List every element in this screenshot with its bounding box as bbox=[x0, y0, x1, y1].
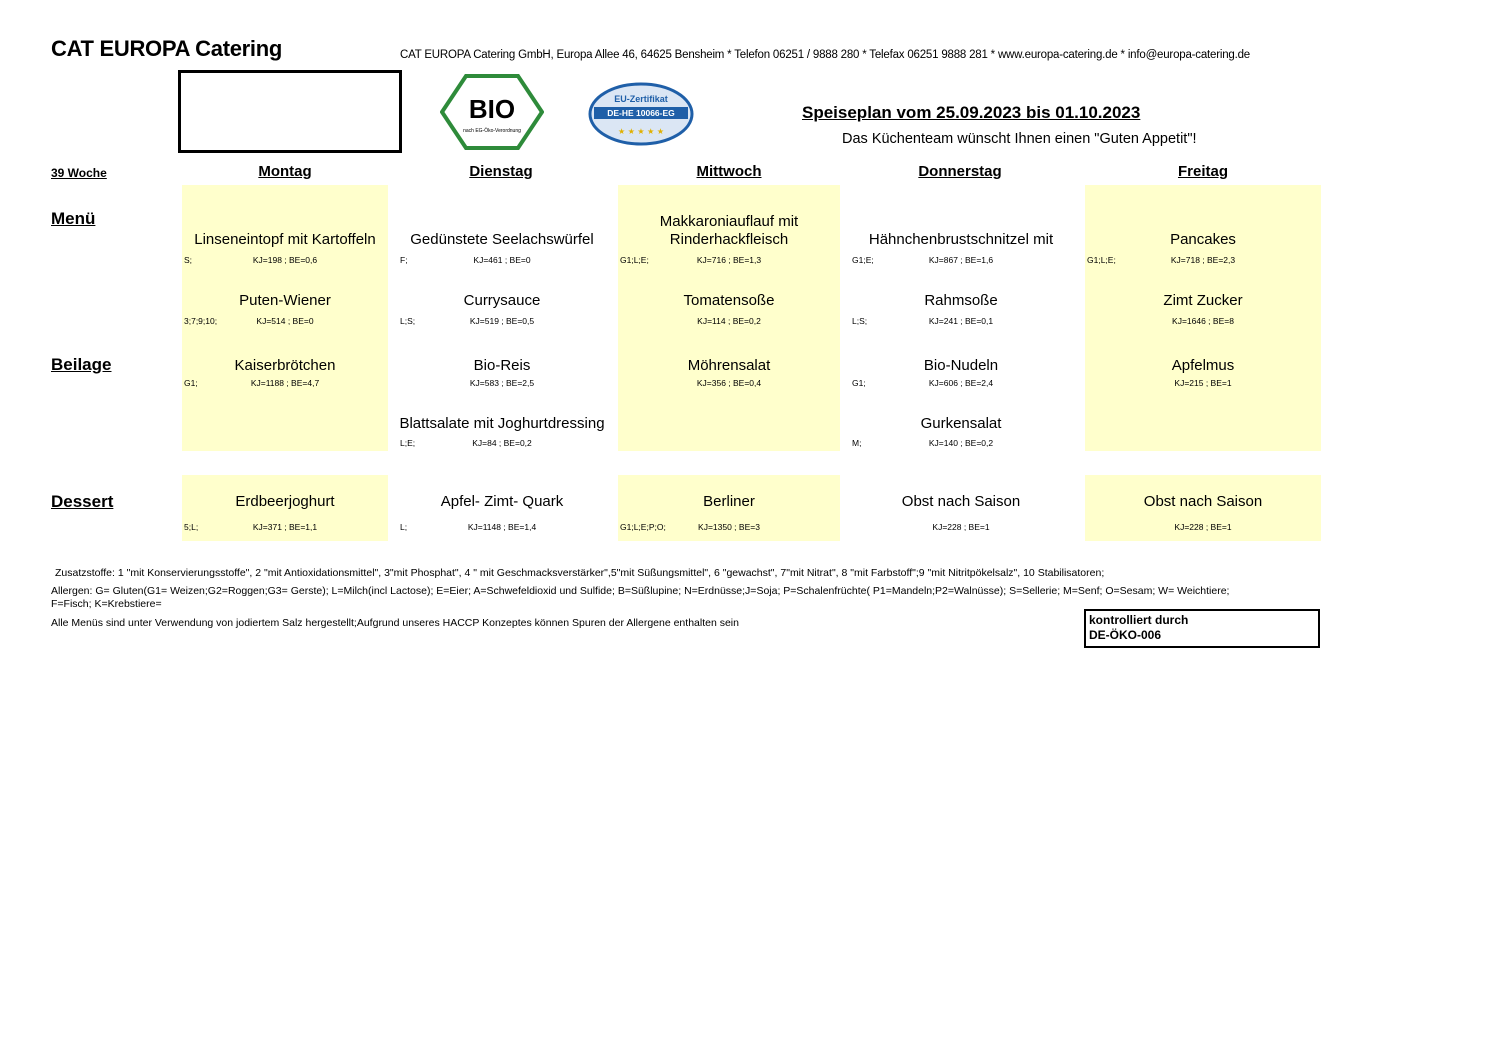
nutrition-info: KJ=198 ; BE=0,6 bbox=[252, 255, 318, 265]
additive-codes: S; bbox=[184, 255, 193, 265]
additive-codes: 3;7;9;10; bbox=[184, 316, 218, 326]
nutrition-info: KJ=583 ; BE=2,5 bbox=[469, 378, 535, 388]
dish-name: Apfelmus bbox=[1171, 357, 1235, 374]
nutrition-info: KJ=1350 ; BE=3 bbox=[698, 522, 760, 532]
nutrition-info: KJ=461 ; BE=0 bbox=[473, 255, 531, 265]
dish-name: Gedünstete Seelachswürfel bbox=[410, 231, 594, 248]
zusatzstoffe-note: Zusatzstoffe: 1 "mit Konservierungsstoffe", 2 "mit Antioxidationsmittel", 3"mit Phosphat", 4 " mit Geschmacksverstärker",5"mit Süßungsmittel", 6 "gewachst", 7"mit Nitrat", 8 "mit Farbstoff";9 "mit Nitritpökelsalz", 10 Stabilisatoren; bbox=[55, 567, 1105, 579]
eu-cert-code: DE-HE 10066-EG bbox=[607, 108, 675, 118]
day-header: Dienstag bbox=[469, 163, 533, 180]
nutrition-info: KJ=1188 ; BE=4,7 bbox=[250, 378, 320, 388]
nutrition-info: KJ=241 ; BE=0,1 bbox=[928, 316, 994, 326]
salt-note: Alle Menüs sind unter Verwendung von jodiertem Salz hergestellt;Aufgrund unseres HACCP Konzeptes können Spuren der Allergene enthalten sein bbox=[51, 617, 739, 629]
day-header: Montag bbox=[258, 163, 312, 180]
dish-name: Apfel- Zimt- Quark bbox=[440, 493, 564, 510]
nutrition-info: KJ=1646 ; BE=8 bbox=[1172, 316, 1234, 326]
controlled-code: DE-ÖKO-006 bbox=[1089, 628, 1162, 642]
dish-name: Gurkensalat bbox=[920, 415, 1002, 432]
additive-codes: G1;L;E; bbox=[620, 255, 649, 265]
additive-codes: G1;E; bbox=[852, 255, 874, 265]
nutrition-info: KJ=514 ; BE=0 bbox=[256, 316, 314, 326]
dish-name: Bio-Reis bbox=[473, 357, 531, 374]
dish-name: Berliner bbox=[703, 493, 755, 510]
dish-name: Erdbeerjoghurt bbox=[235, 493, 335, 510]
logo-placeholder-box bbox=[178, 70, 402, 153]
additive-codes: G1;L;E;P;O; bbox=[620, 522, 666, 532]
section-beilage: Beilage bbox=[51, 355, 112, 374]
dish-name: Blattsalate mit Joghurtdressing bbox=[399, 415, 605, 432]
nutrition-info: KJ=519 ; BE=0,5 bbox=[469, 316, 535, 326]
additive-codes: L; bbox=[400, 522, 408, 532]
week-label: 39 Woche bbox=[51, 166, 107, 180]
bio-logo-sub: nach EG-Öko-Verordnung bbox=[463, 128, 521, 134]
dish-name: Möhrensalat bbox=[687, 357, 771, 374]
additive-codes: G1;L;E; bbox=[1087, 255, 1116, 265]
bio-logo-text: BIO bbox=[468, 94, 516, 124]
eu-certificate-icon bbox=[588, 82, 694, 146]
additive-codes: M; bbox=[852, 438, 862, 448]
allergen-note-line2: F=Fisch; K=Krebstiere= bbox=[51, 598, 162, 610]
nutrition-info: KJ=606 ; BE=2,4 bbox=[928, 378, 994, 388]
dish-name: Pancakes bbox=[1170, 231, 1236, 248]
nutrition-info: KJ=215 ; BE=1 bbox=[1174, 378, 1232, 388]
dish-name: Tomatensoße bbox=[683, 292, 775, 309]
nutrition-info: KJ=84 ; BE=0,2 bbox=[472, 438, 532, 448]
controlled-label: kontrolliert durch bbox=[1089, 613, 1189, 627]
section-dessert: Dessert bbox=[51, 492, 114, 511]
nutrition-info: KJ=716 ; BE=1,3 bbox=[696, 255, 762, 265]
nutrition-info: KJ=356 ; BE=0,4 bbox=[696, 378, 762, 388]
control-box bbox=[1084, 609, 1320, 648]
eu-cert-arc: EU-Zertifikat bbox=[614, 94, 668, 104]
menu-title: Speiseplan vom 25.09.2023 bis 01.10.2023 bbox=[802, 103, 1141, 122]
day-header: Mittwoch bbox=[696, 163, 762, 180]
dish-name: Bio-Nudeln bbox=[923, 357, 999, 374]
dish-name: Kaiserbrötchen bbox=[234, 357, 336, 374]
nutrition-info: KJ=114 ; BE=0,2 bbox=[697, 316, 761, 326]
dish-name: Rahmsoße bbox=[924, 292, 998, 309]
dish-name: Puten-Wiener bbox=[239, 292, 331, 309]
dish-name: Obst nach Saison bbox=[901, 493, 1021, 510]
nutrition-info: KJ=228 ; BE=1 bbox=[1174, 522, 1232, 532]
nutrition-info: KJ=140 ; BE=0,2 bbox=[928, 438, 994, 448]
nutrition-info: KJ=867 ; BE=1,6 bbox=[928, 255, 994, 265]
nutrition-info: KJ=1148 ; BE=1,4 bbox=[467, 522, 537, 532]
dish-name: Makkaroniauflauf mit Rinderhackfleisch bbox=[659, 213, 799, 248]
additive-codes: 5;L; bbox=[184, 522, 199, 532]
additive-codes: G1; bbox=[852, 378, 866, 388]
dish-name: Linseneintopf mit Kartoffeln bbox=[194, 231, 376, 248]
brand-title: CAT EUROPA Catering bbox=[51, 36, 283, 61]
nutrition-info: KJ=228 ; BE=1 bbox=[932, 522, 990, 532]
section-menu: Menü bbox=[51, 209, 96, 228]
bio-seal-icon bbox=[440, 74, 544, 150]
dish-name: Currysauce bbox=[463, 292, 541, 309]
additive-codes: L;E; bbox=[400, 438, 416, 448]
contact-line: CAT EUROPA Catering GmbH, Europa Allee 46, 64625 Bensheim * Telefon 06251 / 9888 280 * Telefax 06251 9888 281 * www.europa-catering.de * info@europa-catering.de bbox=[400, 49, 1250, 61]
day-header: Freitag bbox=[1177, 163, 1228, 180]
additive-codes: L;S; bbox=[852, 316, 868, 326]
svg-text:★ ★ ★ ★ ★: ★ ★ ★ ★ ★ bbox=[617, 127, 665, 136]
nutrition-info: KJ=371 ; BE=1,1 bbox=[252, 522, 318, 532]
dish-name: Obst nach Saison bbox=[1143, 493, 1263, 510]
greeting: Das Küchenteam wünscht Ihnen einen "Guten Appetit"! bbox=[842, 131, 1197, 147]
additive-codes: F; bbox=[400, 255, 408, 265]
allergen-note-line1: Allergen: G= Gluten(G1= Weizen;G2=Roggen;G3= Gerste); L=Milch(incl Lactose); E=Eier; A=Schwefeldioxid und Sulfide; B=Süßlupine; N=Erdnüsse;J=Soja; P=Schalenfrüchte( P1=Mandeln;P2=Walnüsse); S=Sellerie; M=Senf; O=Sesam; W= Weichtiere; bbox=[51, 585, 1230, 597]
nutrition-info: KJ=718 ; BE=2,3 bbox=[1170, 255, 1236, 265]
additive-codes: G1; bbox=[184, 378, 198, 388]
day-header: Donnerstag bbox=[918, 163, 1002, 180]
dish-name: Hähnchenbrustschnitzel mit bbox=[868, 231, 1054, 248]
additive-codes: L;S; bbox=[400, 316, 416, 326]
dish-name: Zimt Zucker bbox=[1163, 292, 1243, 309]
